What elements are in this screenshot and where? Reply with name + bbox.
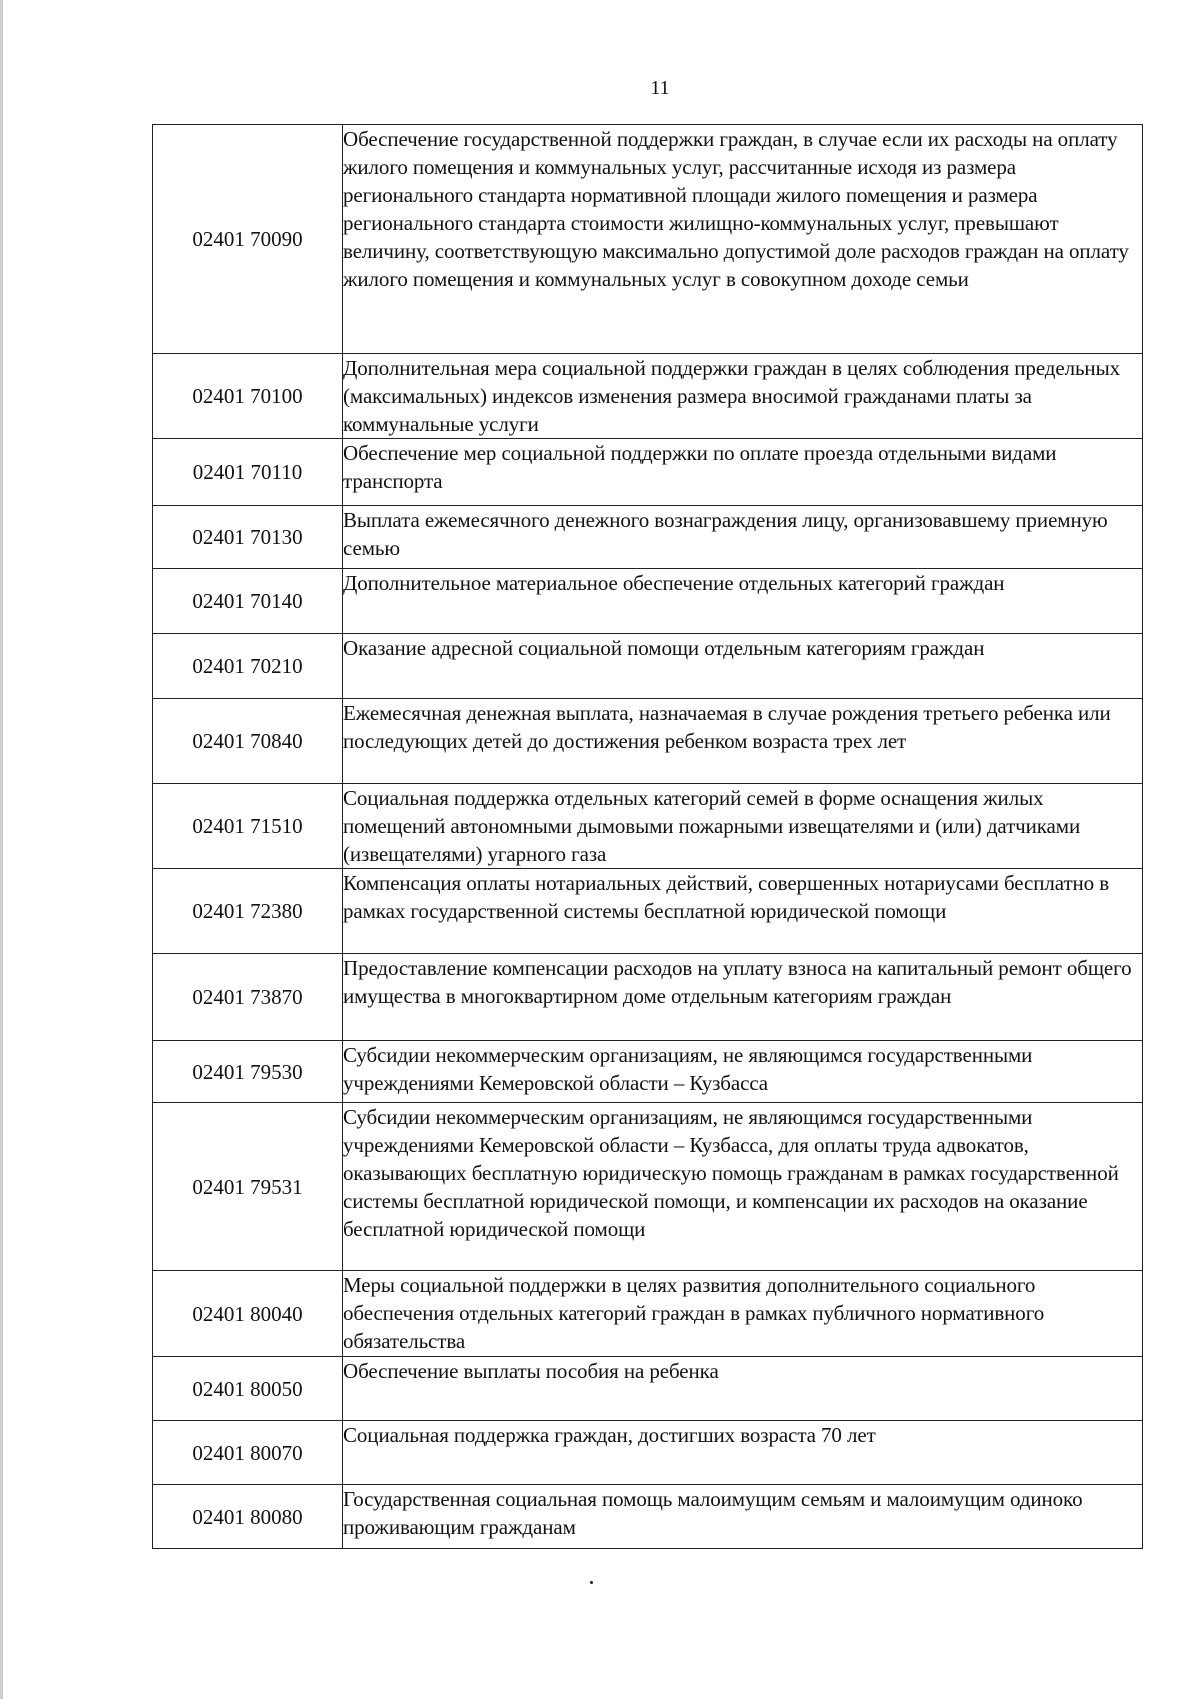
table-row xyxy=(153,954,1143,1041)
row-description: Выплата ежемесячного денежного вознаграждения лицу, организовавшему приемную семью xyxy=(343,506,1143,569)
table-row xyxy=(153,506,1143,569)
page-number: 11 xyxy=(650,77,670,99)
row-description: Меры социальной поддержки в целях развития дополнительного социального обеспечения отдельных категорий граждан в рамках публичного нормативного обязательства xyxy=(343,1271,1143,1357)
row-code: 02401 70100 xyxy=(153,354,343,439)
row-description: Дополнительное материальное обеспечение отдельных категорий граждан xyxy=(343,569,1143,634)
row-description: Дополнительная мера социальной поддержки граждан в целях соблюдения предельных (максимальных) индексов изменения размера вносимой гражданами платы за коммунальные услуги xyxy=(343,354,1143,439)
row-description: Государственная социальная помощь малоимущим семьям и малоимущим одиноко проживающим гражданам xyxy=(343,1485,1143,1549)
row-description: Обеспечение государственной поддержки граждан, в случае если их расходы на оплату жилого помещения и коммунальных услуг, рассчитанные исходя из размера регионального стандарта нормативной площади жилого помещения и размера регионального стандарта стоимости жилищно-коммунальных услуг, превышают величину, соответствующую максимально допустимой доле расходов граждан на оплату жилого помещения и коммунальных услуг в совокупном доходе семьи xyxy=(343,125,1143,354)
row-code: 02401 73870 xyxy=(153,954,343,1041)
table-row xyxy=(153,869,1143,954)
row-code: 02401 70110 xyxy=(153,439,343,506)
row-code: 02401 79531 xyxy=(153,1103,343,1271)
table-row xyxy=(153,1485,1143,1549)
row-description: Социальная поддержка отдельных категорий семей в форме оснащения жилых помещений автономными дымовыми пожарными извещателями и (или) датчиками (извещателями) угарного газа xyxy=(343,784,1143,869)
table-row xyxy=(153,125,1143,354)
row-description: Обеспечение выплаты пособия на ребенка xyxy=(343,1357,1143,1421)
row-description: Социальная поддержка граждан, достигших возраста 70 лет xyxy=(343,1421,1143,1485)
scan-edge xyxy=(0,0,3,1699)
row-code: 02401 70090 xyxy=(153,125,343,354)
row-description: Субсидии некоммерческим организациям, не являющимся государственными учреждениями Кемеровской области – Кузбасса, для оплаты труда адвокатов, оказывающих бесплатную юридическую помощь гражданам в рамках государственной системы бесплатной юридической помощи, и компенсации их расходов на оказание бесплатной юридической помощи xyxy=(343,1103,1143,1271)
row-code: 02401 70130 xyxy=(153,506,343,569)
budget-codes-table xyxy=(152,124,1143,1549)
row-code: 02401 80050 xyxy=(153,1357,343,1421)
row-code: 02401 71510 xyxy=(153,784,343,869)
row-description: Компенсация оплаты нотариальных действий, совершенных нотариусами бесплатно в рамках государственной системы бесплатной юридической помощи xyxy=(343,869,1143,954)
row-description: Предоставление компенсации расходов на уплату взноса на капитальный ремонт общего имущества в многоквартирном доме отдельным категориям граждан xyxy=(343,954,1143,1041)
row-description: Субсидии некоммерческим организациям, не являющимся государственными учреждениями Кемеровской области – Кузбасса xyxy=(343,1041,1143,1103)
table-row xyxy=(153,1041,1143,1103)
row-code: 02401 72380 xyxy=(153,869,343,954)
table-row xyxy=(153,1103,1143,1271)
row-code: 02401 80070 xyxy=(153,1421,343,1485)
row-code: 02401 80040 xyxy=(153,1271,343,1357)
table-row xyxy=(153,784,1143,869)
row-code: 02401 70210 xyxy=(153,634,343,699)
row-description: Ежемесячная денежная выплата, назначаемая в случае рождения третьего ребенка или последующих детей до достижения ребенком возраста трех лет xyxy=(343,699,1143,784)
table-row xyxy=(153,1421,1143,1485)
row-code: 02401 70140 xyxy=(153,569,343,634)
table-row xyxy=(153,569,1143,634)
row-description: Обеспечение мер социальной поддержки по оплате проезда отдельными видами транспорта xyxy=(343,439,1143,506)
scan-speck xyxy=(590,1581,593,1584)
table-row xyxy=(153,439,1143,506)
table-row xyxy=(153,634,1143,699)
table-row xyxy=(153,354,1143,439)
row-code: 02401 80080 xyxy=(153,1485,343,1549)
table-row xyxy=(153,1271,1143,1357)
table-row xyxy=(153,699,1143,784)
row-description: Оказание адресной социальной помощи отдельным категориям граждан xyxy=(343,634,1143,699)
table-row xyxy=(153,1357,1143,1421)
row-code: 02401 70840 xyxy=(153,699,343,784)
row-code: 02401 79530 xyxy=(153,1041,343,1103)
